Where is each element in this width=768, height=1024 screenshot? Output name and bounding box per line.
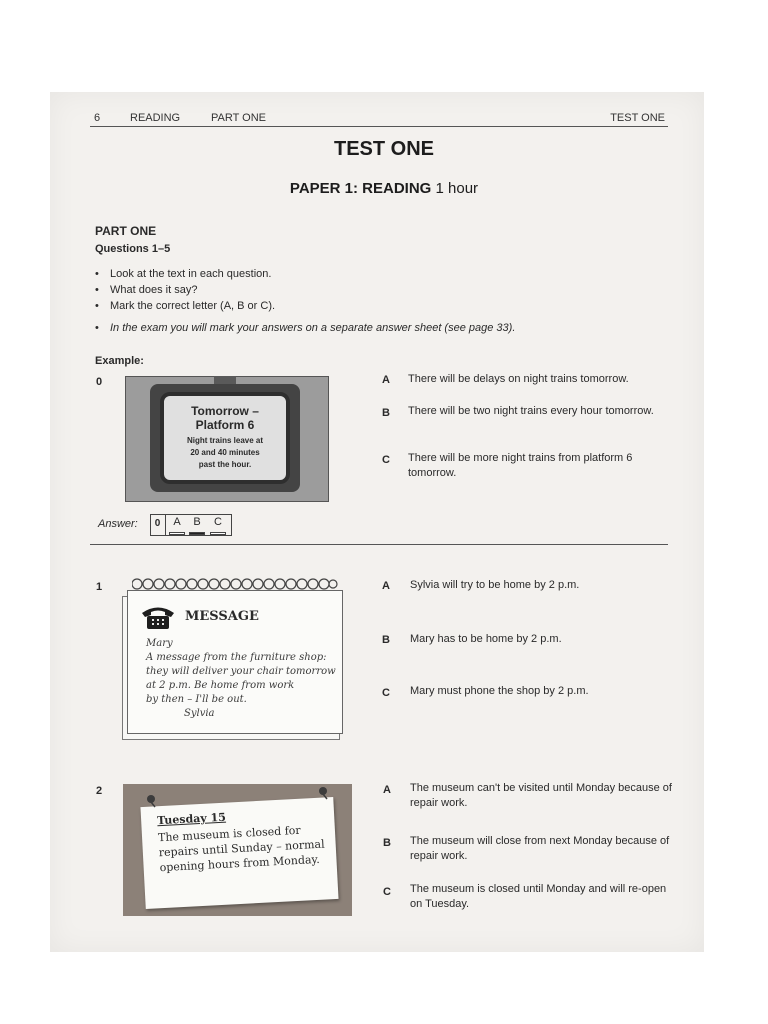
option-letter-b: B	[382, 407, 390, 419]
example-option-a: There will be delays on night trains tomorrow.	[408, 373, 629, 385]
q1-option-a: Sylvia will try to be home by 2 p.m.	[410, 579, 580, 591]
example-number: 0	[96, 376, 103, 388]
paper-duration: 1 hour	[435, 180, 479, 197]
part-heading: PART ONE	[95, 224, 157, 238]
answer-letter-a: A	[173, 516, 181, 528]
message-line: at 2 p.m. Be home from work	[146, 680, 295, 691]
page-title: TEST ONE	[333, 138, 434, 160]
example-option-b: There will be two night trains every hour tomorrow.	[408, 405, 654, 417]
example-option-c: There will be more night trains from platform 6 tomorrow.	[408, 452, 633, 479]
question-1-number: 1	[96, 581, 103, 593]
q2-option-a: The museum can't be visited until Monday because of repair work.	[410, 782, 672, 809]
question-2-number: 2	[96, 785, 103, 797]
message-line: they will deliver your chair tomorrow	[146, 666, 336, 677]
answer-letter-c: C	[214, 516, 222, 528]
q1-option-c: Mary must phone the shop by 2 p.m.	[410, 685, 589, 697]
message-title: MESSAGE	[185, 609, 259, 624]
tv-mount	[214, 376, 236, 384]
section-divider	[90, 544, 668, 545]
exam-note: • In the exam you will mark your answers on a separate answer sheet (see page 33).	[94, 322, 515, 334]
spiral-binding-icon	[132, 576, 338, 596]
questions-range: Questions 1–5	[95, 243, 171, 255]
option-letter-a: A	[382, 374, 390, 386]
answer-number: 0	[150, 514, 166, 536]
header-part: PART ONE	[211, 112, 267, 124]
q2-option-b: The museum will close from next Monday because of repair work.	[410, 835, 670, 862]
example-label: Example:	[95, 355, 144, 367]
answer-bubble-c	[210, 532, 226, 535]
pushpin-icon	[316, 786, 330, 800]
header-rule	[90, 126, 668, 127]
instruction-item: • Mark the correct letter (A, B or C).	[94, 298, 275, 314]
instructions-list	[94, 266, 275, 314]
option-letter-b: B	[383, 837, 391, 849]
paper-name: PAPER 1: READING	[289, 180, 432, 197]
instruction-item: • What does it say?	[94, 282, 275, 298]
note-title: Tuesday 15	[156, 810, 227, 828]
pushpin-icon	[144, 794, 158, 808]
answer-label: Answer:	[98, 518, 138, 530]
option-letter-a: A	[383, 784, 391, 796]
sign-title: Tomorrow – Platform 6	[191, 404, 259, 432]
museum-note	[140, 797, 338, 909]
header-test: TEST ONE	[610, 112, 665, 124]
paper-subtitle	[0, 180, 768, 197]
option-letter-c: C	[383, 886, 391, 898]
q1-option-b: Mary has to be home by 2 p.m.	[410, 633, 562, 645]
option-letter-b: B	[382, 634, 390, 646]
option-letter-a: A	[382, 580, 390, 592]
instruction-item: • Look at the text in each question.	[94, 266, 275, 282]
note-body: The museum is closed for repairs until Sunday – normal opening hours from Monday.	[157, 823, 325, 875]
header-section: READING	[130, 112, 181, 124]
tv-screen	[160, 392, 290, 484]
option-letter-c: C	[382, 454, 390, 466]
sign-body: Night trains leave at 20 and 40 minutes past the hour.	[186, 436, 264, 469]
message-signature: Sylvia	[184, 708, 215, 719]
option-letter-c: C	[382, 687, 390, 699]
telephone-icon	[140, 604, 176, 630]
message-line: by then – I'll be out.	[146, 694, 247, 705]
answer-bubble-a	[169, 532, 185, 535]
answer-bubble-b	[189, 532, 205, 535]
answer-letter-b: B	[193, 516, 201, 528]
message-line: A message from the furniture shop:	[146, 652, 327, 663]
message-line: Mary	[146, 638, 173, 649]
page-number: 6	[94, 112, 101, 124]
q2-option-c: The museum is closed until Monday and will re-open on Tuesday.	[410, 883, 667, 910]
